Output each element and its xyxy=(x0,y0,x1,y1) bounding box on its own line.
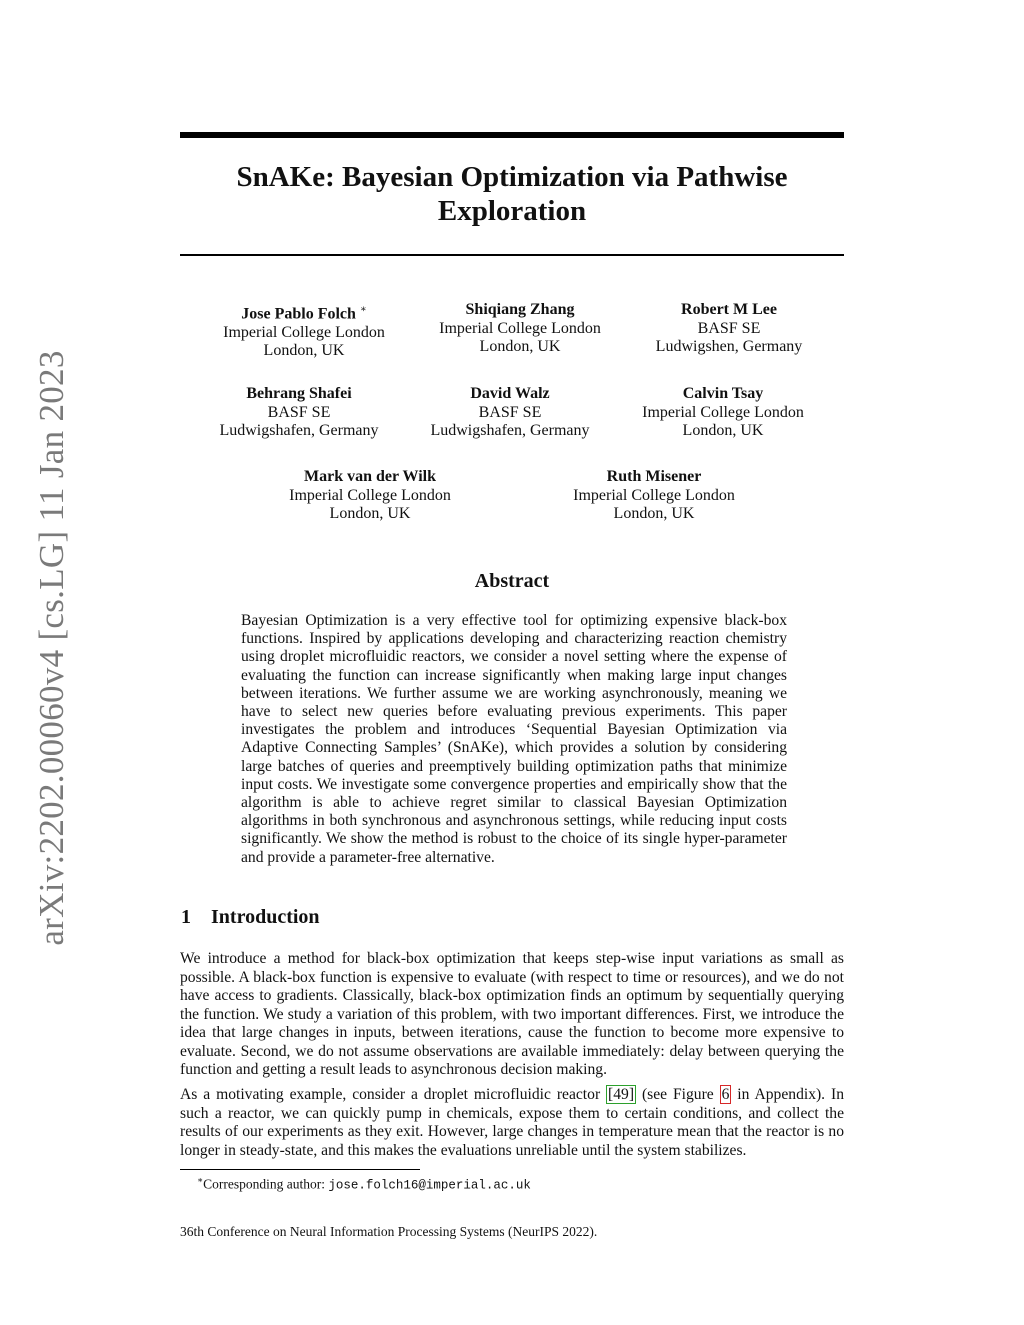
paragraph-text: As a motivating example, consider a droplet microfluidic reactor xyxy=(180,1086,607,1103)
author-block xyxy=(390,385,630,441)
footnote xyxy=(197,1175,531,1193)
title-bottom-rule xyxy=(180,254,844,256)
author-name: Shiqiang Zhang xyxy=(465,301,575,318)
author-affiliation: Imperial College London xyxy=(439,319,601,337)
paper-title: SnAKe: Bayesian Optimization via Pathwise Exploration xyxy=(236,161,788,227)
author-name: Jose Pablo Folch ∗ xyxy=(241,304,367,323)
author-block xyxy=(609,301,849,357)
abstract-text: Bayesian Optimization is a very effective tool for optimizing expensive black-box functions. Inspired by applications developing and characterizing reaction chemistry using droplet microfluidic reactors, we consider a novel setting where the expense of evaluating the function can increase significantly when making large input changes between iterations. We further assume we are working asynchronously, meaning we have to select new queries before evaluating previous experiments. This paper investigates the problem and introduces ‘Sequential Bayesian Optimization via Adaptive Connecting Samples’ (SnAKe), which provides a solution by considering large batches of queries and preemptively building optimization paths that minimize input costs. We investigate some convergence properties and empirically show that the algorithm is able to achieve regret similar to classical Bayesian Optimization algorithms in both synchronous and asynchronous settings, while reducing input costs significantly. We show the method is robust to the choice of its single hyper-parameter and provide a parameter-free alternative. xyxy=(241,612,787,866)
paragraph-text: (see Figure xyxy=(636,1086,720,1103)
author-affiliation: Imperial College London xyxy=(573,486,735,504)
author-email[interactable]: jose.folch16@imperial.ac.uk xyxy=(328,1178,531,1193)
section-heading xyxy=(181,906,320,929)
author-location: London, UK xyxy=(613,505,695,522)
author-name: Robert M Lee xyxy=(681,301,777,318)
section-title: Introduction xyxy=(211,906,320,928)
corresponding-mark: ∗ xyxy=(359,304,367,315)
author-location: London, UK xyxy=(682,422,764,439)
author-affiliation: BASF SE xyxy=(478,403,542,421)
footnote-text: Corresponding author: xyxy=(203,1176,329,1192)
author-affiliation: Imperial College London xyxy=(289,486,451,504)
author-affiliation: Imperial College London xyxy=(642,403,804,421)
author-location: London, UK xyxy=(479,338,561,355)
author-name: Behrang Shafei xyxy=(246,385,352,402)
author-block xyxy=(179,385,419,441)
author-name: Ruth Misener xyxy=(606,468,702,485)
section-number: 1 xyxy=(181,906,191,928)
author-affiliation: BASF SE xyxy=(267,403,331,421)
citation-link[interactable]: [49] xyxy=(608,1086,635,1103)
intro-paragraph-2 xyxy=(180,1086,844,1160)
arxiv-stamp: arXiv:2202.00060v4 [cs.LG] 11 Jan 2023 xyxy=(32,350,71,946)
author-affiliation: BASF SE xyxy=(697,319,761,337)
footnote-mark: ∗ xyxy=(197,1175,204,1185)
author-block xyxy=(184,301,424,361)
figure-ref-link[interactable]: 6 xyxy=(721,1086,730,1103)
author-location: London, UK xyxy=(329,505,411,522)
title-top-rule xyxy=(180,132,844,138)
author-name: Mark van der Wilk xyxy=(303,468,437,485)
author-location: Ludwigshafen, Germany xyxy=(219,422,379,439)
author-block xyxy=(250,468,490,524)
author-block xyxy=(534,468,774,524)
author-location: Ludwigshafen, Germany xyxy=(430,422,590,439)
footnote-rule xyxy=(180,1169,420,1170)
author-block xyxy=(603,385,843,441)
author-location: London, UK xyxy=(263,342,345,360)
abstract-heading: Abstract xyxy=(474,570,550,592)
author-affiliation: Imperial College London xyxy=(223,323,385,341)
author-block xyxy=(400,301,640,357)
author-name: David Walz xyxy=(470,385,550,402)
author-location: Ludwigshen, Germany xyxy=(655,338,803,355)
author-name: Calvin Tsay xyxy=(682,385,764,402)
paragraph-text: in Appendix). In such a reactor, we can quickly pump in chemicals, expose them to certain conditions, and collect the results of our experiments as they exit. However, large changes in temperature mean that the reactor is no longer in steady-state, and this makes the evaluations unreliable until the system stabilizes. xyxy=(180,1086,844,1159)
intro-paragraph-1: We introduce a method for black-box optimization that keeps step-wise input variations as small as possible. A black-box function is expensive to evaluate (with respect to time or resources), and we do not have access to gradients. Classically, black-box optimization finds an optimum by sequentially querying the function. We study a variation of this problem, with two important differences. First, we introduce the idea that large changes in inputs, between iterations, cause the function to become more expensive to evaluate. Second, we do not assume observations are available immediately: delay between querying the function and getting a result leads to asynchronous decision making. xyxy=(180,950,844,1078)
venue-footer: 36th Conference on Neural Information Processing Systems (NeurIPS 2022). xyxy=(180,1224,598,1239)
